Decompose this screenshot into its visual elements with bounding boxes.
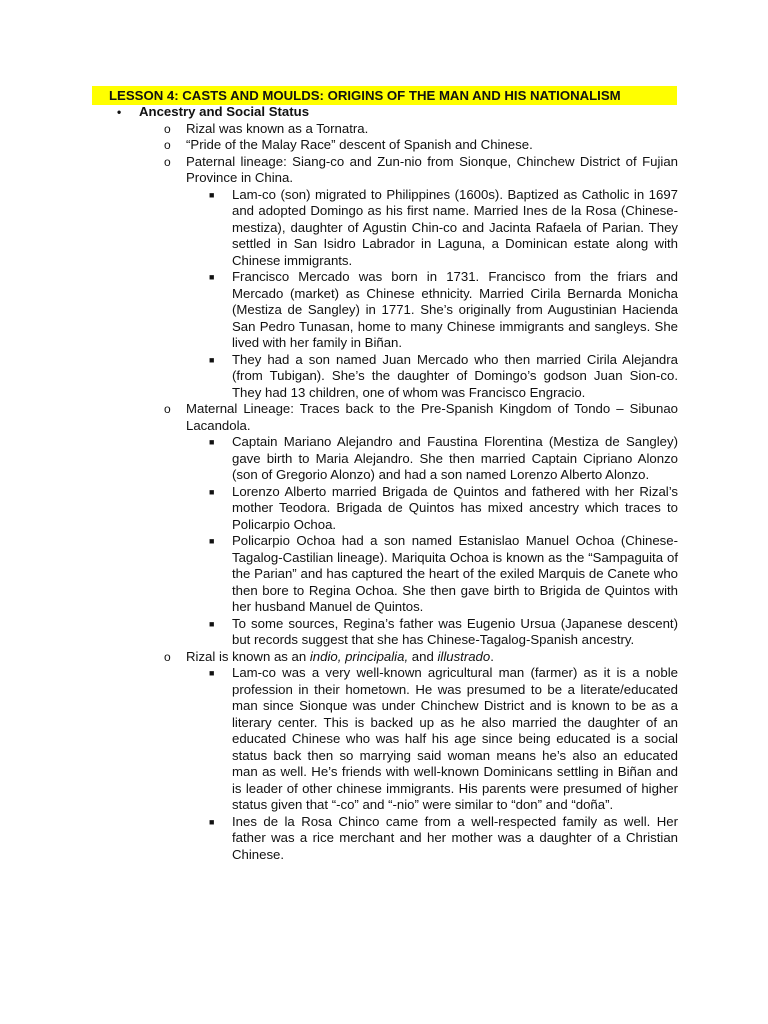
list-item [112,616,678,649]
list-item [112,484,678,534]
bullet-marker: ■ [209,272,215,282]
bullet-marker: o [164,154,171,169]
italic-term: indio, principalia, [309,648,409,664]
text-run: and [408,648,438,664]
section-heading [112,104,678,121]
list-item-text: Rizal was known as a Tornatra. [186,120,369,136]
bullet-marker: ■ [209,536,215,546]
list-item-text: They had a son named Juan Mercado who then married Cirila Alejandra (from Tubigan). She’s the daughter of Domingo’s godson Juan Sion-co. They had 13 children, one of whom was Francisco Engracio. [232,351,678,400]
text-run: Rizal is known as an [186,648,310,664]
list-item-text: Paternal lineage: Siang-co and Zun-nio from Sionque, Chinchew District of Fujian Province in China. [186,153,678,185]
outline [112,104,678,863]
list-item [112,434,678,484]
bullet-marker: ■ [209,668,215,678]
list-item-text: Lam-co was a very well-known agricultural man (farmer) as it is a noble profession in their hometown. He was presumed to be a literate/educated man since Sionque was under Chinchew District and is known to be as a literary center. This is backed up as he also married the daughter of an educated Chinese who was half his age since being educated is a social status back then so marrying said woman means he’s also an educated man as well. He’s friends with well-known Dominicans settling in Biñan and is leader of other chinese immigrants. His parents were presumed of higher status given that “-co” and “-nio” were similar to “don” and “doña”. [232,665,678,812]
list-item-text: Captain Mariano Alejandro and Faustina Florentina (Mestiza de Sangley) gave birth to Maria Alejandro. She then married Captain Cipriano Alonzo (son of Gregorio Alonzo) and had a son named Lorenzo Alberto Alonzo. [232,434,678,482]
list-item-text: Lam-co (son) migrated to Philippines (1600s). Baptized as Catholic in 1697 and adopted Domingo as his first name. Married Ines de la Rosa (Chinese-mestiza), daughter of Agustin Chin-co and Jacinta Rafaela of Parian. They settled in San Isidro Labrador in Laguna, a Dominican estate along with Chinese immigrants. [232,186,678,268]
bullet-marker: o [164,138,171,152]
bullet-marker: ■ [209,618,215,629]
list-item [112,352,678,402]
bullet-marker: o [164,402,171,416]
list-item [112,137,678,154]
list-item [112,154,678,187]
bullet-marker: ■ [209,437,215,447]
list-item-text: Ines de la Rosa Chinco came from a well-respected family as well. Her father was a rice merchant and her mother was a daughter of a Christian Chinese. [232,813,678,862]
list-item-text: Maternal Lineage: Traces back to the Pre-Spanish Kingdom of Tondo – Sibunao Lacandola. [186,401,678,433]
bullet-marker: ■ [209,354,215,365]
list-item [112,533,678,616]
list-item [112,187,678,270]
list-item [112,649,678,666]
lesson-title: LESSON 4: CASTS AND MOULDS: ORIGINS OF THE MAN AND HIS NATIONALISM [92,86,677,105]
bullet-marker: o [164,649,171,664]
list-item [112,814,678,864]
list-item-text: Lorenzo Alberto married Brigada de Quintos and fathered with her Rizal’s mother Teodora. Brigada de Quintos has mixed ancestry which traces to Policarpio Ochoa. [232,483,678,532]
bullet-marker: ■ [209,189,215,200]
list-item [112,401,678,434]
italic-term: illustrado [437,648,491,664]
list-item [112,121,678,138]
text-run: . [490,648,494,664]
section-heading-text: Ancestry and Social Status [139,104,310,119]
bullet-marker: • [117,105,122,119]
list-item-text [186,649,494,664]
list-item-text: Francisco Mercado was born in 1731. Francisco from the friars and Mercado (market) as Chinese ethnicity. Married Cirila Bernarda Monicha (Mestiza de Sangley) in 1771. She’s originally from Augustinian Hacienda San Pedro Tunasan, home to many Chinese immigrants and sangleys. She lived with her family in Biñan. [232,269,678,350]
list-item-text: Policarpio Ochoa had a son named Estanislao Manuel Ochoa (Chinese-Tagalog-Castilian lineage). Mariquita Ochoa is known as the “Sampaguita of the Parian” and has captured the heart of the exiled Marquis de Canete who then bore to Regina Ochoa. She then gave birth to Brigida de Quintos with her husband Manuel de Quintos. [232,533,678,614]
list-item [112,665,678,814]
bullet-marker: o [164,121,171,136]
list-item-text: “Pride of the Malay Race” descent of Spanish and Chinese. [186,137,533,152]
bullet-marker: ■ [209,816,215,827]
list-item [112,269,678,352]
bullet-marker: ■ [209,486,215,497]
list-item-text: To some sources, Regina’s father was Eugenio Ursua (Japanese descent) but records suggest that she has Chinese-Tagalog-Spanish ancestry. [232,615,678,647]
